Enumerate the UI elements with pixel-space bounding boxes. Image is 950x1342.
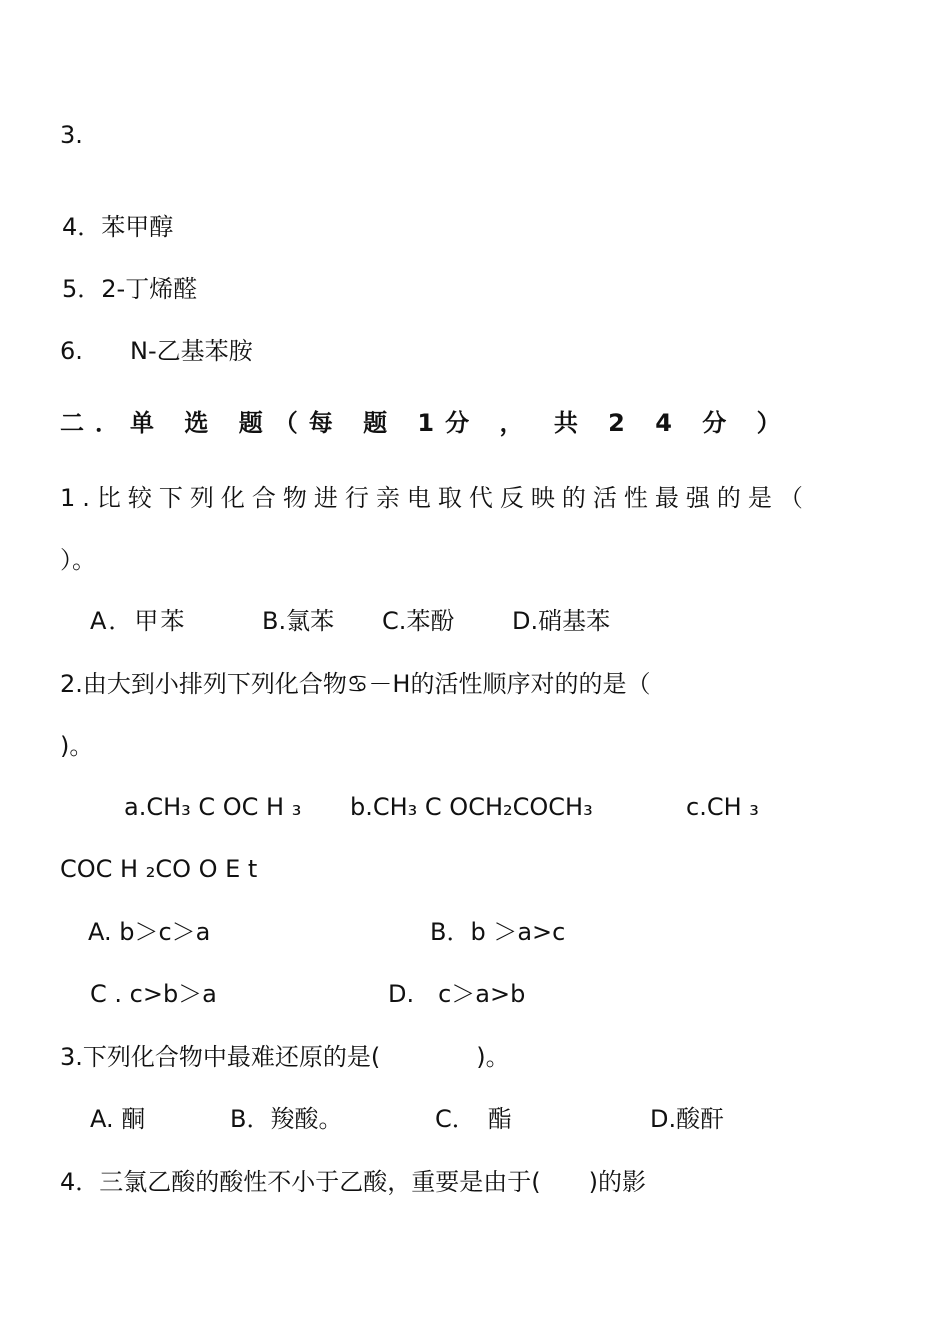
question-1-option-a: A．甲苯 — [90, 607, 187, 635]
question-4-stem: 4．三氯乙酸的酸性不小于乙酸，重要是由于( )的影 — [60, 1168, 646, 1196]
question-2-stem-end: )。 — [60, 732, 94, 760]
question-3-stem: 3.下列化合物中最难还原的是( )。 — [60, 1043, 510, 1071]
question-1-stem: 1.比较下列化合物进行亲电取代反映的活性最强的是（ — [60, 484, 810, 512]
question-2-stem: 2.由大到小排列下列化合物♋－H的活性顺序对的的是（ — [60, 670, 651, 698]
question-3-option-a: A. 酮 — [90, 1105, 146, 1133]
naming-item-5: 5．2-丁烯醛 — [62, 275, 198, 303]
question-2-option-b: B．b ＞a>c — [430, 918, 566, 946]
question-3-option-c: C． 酯 — [435, 1105, 512, 1133]
question-2-compound-b: b.CH₃ C OCH₂COCH₃ — [350, 793, 593, 821]
naming-item-6-number: 6. — [60, 337, 83, 365]
naming-item-4: 4．苯甲醇 — [62, 213, 174, 241]
question-1-option-c: C.苯酚 — [382, 607, 455, 635]
naming-item-3: 3. — [60, 121, 83, 149]
question-3-option-d: D.酸酐 — [650, 1105, 725, 1133]
question-1-stem-end: ）。 — [60, 546, 96, 574]
question-3-option-b: B．羧酸。 — [230, 1105, 343, 1133]
question-2-compound-c-continued: COC H ₂CO O E t — [60, 855, 258, 883]
question-2-compound-a: a.CH₃ C OC H ₃ — [124, 793, 302, 821]
naming-item-6-text: N-乙基苯胺 — [130, 337, 253, 365]
question-2-option-a: A. b＞c＞a — [88, 918, 211, 946]
question-2-option-c: C . c>b＞a — [90, 980, 217, 1008]
question-1-option-d: D.硝基苯 — [512, 607, 611, 635]
question-1-option-b: B.氯苯 — [262, 607, 335, 635]
section-title: 二．单 选 题（每 题 1分 ， 共 2 4 分 ） — [60, 409, 792, 437]
question-2-compound-c: c.CH ₃ — [686, 793, 759, 821]
question-2-option-d: D. c＞a>b — [388, 980, 526, 1008]
